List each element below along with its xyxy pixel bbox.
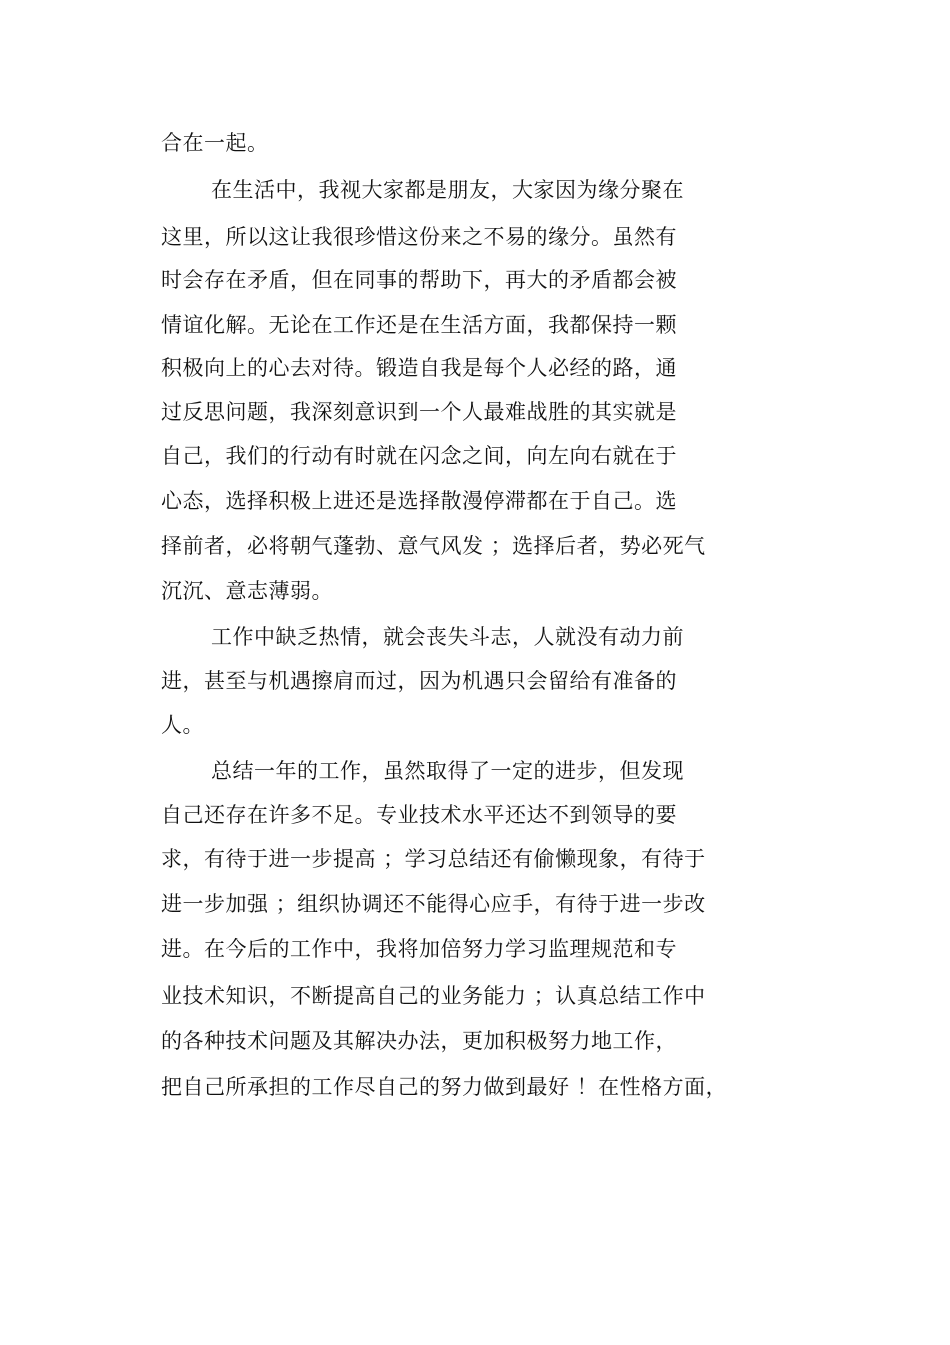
text-line: 这里，所以这让我很珍惜这份来之不易的缘分。虽然有: [161, 225, 677, 249]
paragraph-first-line: 在生活中，我视大家都是朋友，大家因为缘分聚在: [211, 178, 684, 202]
text-line: 求，有待于进一步提高 ；学习总结还有偷懒现象，有待于: [161, 847, 706, 871]
paragraph-first-line: 工作中缺乏热情，就会丧失斗志，人就没有动力前: [211, 625, 684, 649]
text-line: 沉沉、意志薄弱。: [161, 579, 333, 603]
text-line: 过反思问题，我深刻意识到一个人最难战胜的其实就是: [161, 400, 677, 424]
text-line: 情谊化解。无论在工作还是在生活方面，我都保持一颗: [161, 313, 677, 337]
text-line: 人。: [161, 713, 204, 737]
text-line: 心态，选择积极上进还是选择散漫停滞都在于自己。选: [161, 489, 677, 513]
text-line: 进，甚至与机遇擦肩而过，因为机遇只会留给有准备的: [161, 669, 677, 693]
text-line: 的各种技术问题及其解决办法，更加积极努力地工作，: [161, 1029, 677, 1053]
text-line: 择前者，必将朝气蓬勃、意气风发 ；选择后者，势必死气: [161, 534, 706, 558]
text-line: 合在一起。: [161, 131, 269, 155]
text-line: 业技术知识，不断提高自己的业务能力 ；认真总结工作中: [161, 984, 706, 1008]
text-line: 积极向上的心去对待。锻造自我是每个人必经的路，通: [161, 356, 677, 380]
paragraph-first-line: 总结一年的工作，虽然取得了一定的进步，但发现: [211, 759, 684, 783]
text-line: 自己，我们的行动有时就在闪念之间，向左向右就在于: [161, 444, 677, 468]
text-line: 把自己所承担的工作尽自己的努力做到最好 ！在性格方面，: [161, 1075, 728, 1099]
text-line: 进一步加强 ；组织协调还不能得心应手，有待于进一步改: [161, 892, 706, 916]
text-line: 进。在今后的工作中，我将加倍努力学习监理规范和专: [161, 937, 677, 961]
text-line: 自己还存在许多不足。专业技术水平还达不到领导的要: [161, 803, 677, 827]
text-line: 时会存在矛盾，但在同事的帮助下，再大的矛盾都会被: [161, 268, 677, 292]
